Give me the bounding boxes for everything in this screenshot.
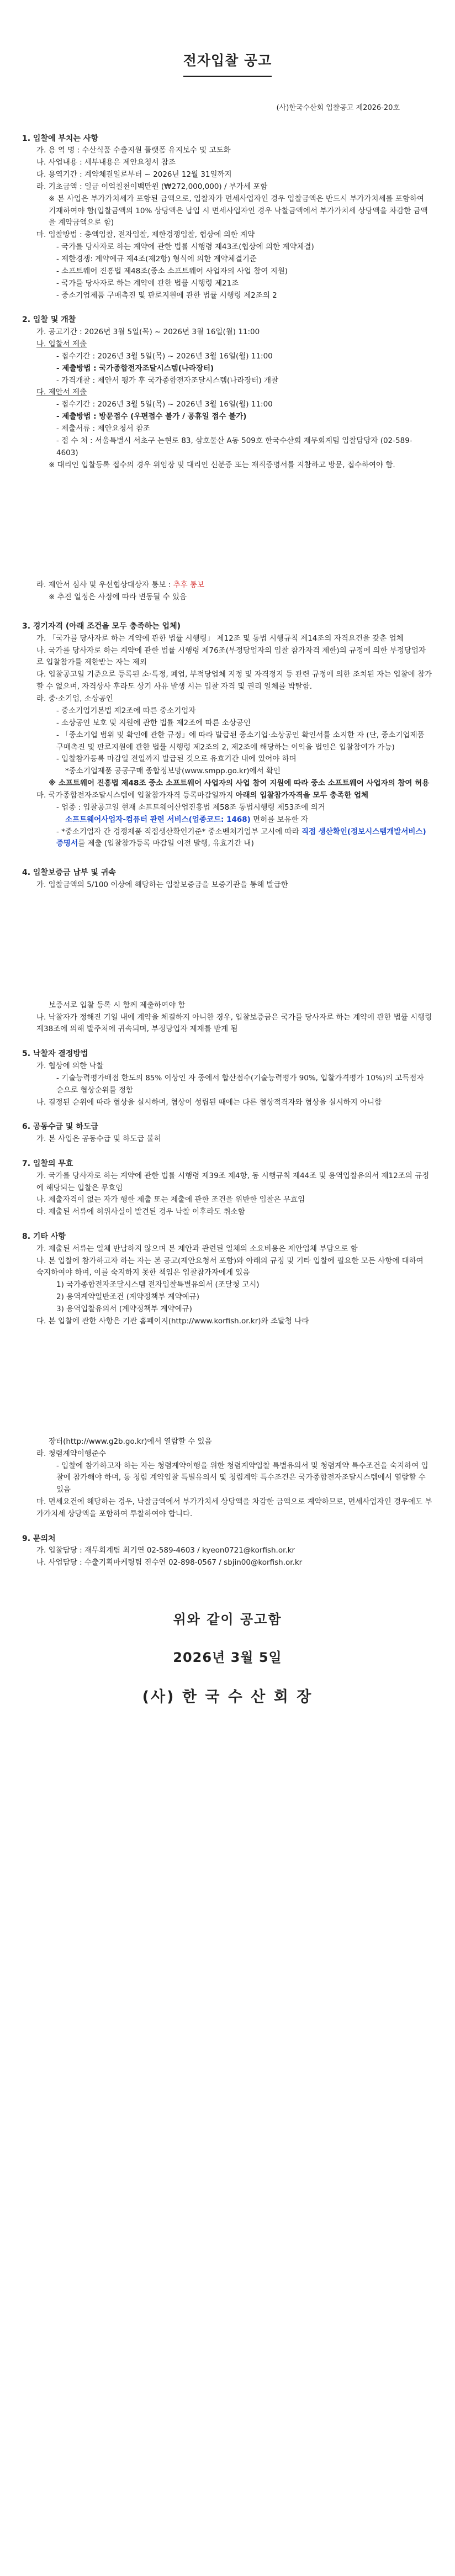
law-item: - 제한경쟁: 계약예규 제4조(제2항) 형식에 의한 계약체결기준	[56, 254, 257, 263]
section-heading: 6. 공동수급 및 하도급	[22, 1122, 98, 1132]
bid-item: - 제출방법 : 국가종합전자조달시스템(나라장터)	[56, 363, 214, 373]
section-bid-deposit	[22, 867, 433, 1036]
misc-item: 다. 본 입찰에 관한 사항은 기관 홈페이지(http://www.korfish.or.kr)와 조달청 나라	[36, 1316, 309, 1326]
section-award-method	[22, 1048, 433, 1108]
evaluation-notice	[22, 579, 433, 592]
invalid-item: 다. 제출된 서류에 허위사실이 발견된 경우 낙찰 이후라도 취소함	[36, 1207, 245, 1217]
section-bid-opening	[22, 314, 433, 604]
section-heading: 4. 입찰보증금 납부 및 귀속	[22, 868, 116, 878]
section-heading: 7. 입찰의 무효	[22, 1159, 73, 1168]
sme-item: - 소상공인 보호 및 지원에 관한 법률 제2조에 따른 소상공인	[56, 718, 251, 727]
section-bid-invalid	[22, 1158, 433, 1218]
section-heading: 1. 입찰에 부치는 사항	[22, 134, 98, 143]
qualification-item: 다. 입찰공고일 기준으로 등록된 소·특정, 폐업, 부적당업체 지정 및 자격정지 등 관련 규정에 의한 조치된 자는 입찰에 참가할 수 없으며, 자격상사 후라도 상기 사유 발생 시는 입찰 자격 및 권리 일체를 박탈함.	[36, 670, 432, 691]
joint-item: 가. 본 사업은 공동수급 및 하도급 불허	[36, 1134, 161, 1144]
section-heading: 3. 경기자격 (아래 조건을 모두 충족하는 업체)	[22, 622, 181, 631]
section-heading: 8. 기타 사항	[22, 1232, 66, 1242]
misc-item-cont: 장터(http://www.g2b.go.kr)에서 열람할 수 있음	[49, 1437, 212, 1446]
issuer-signature: (사) 한 국 수 산 회 장	[142, 1688, 313, 1706]
closing-block	[22, 1609, 433, 1709]
section-qualifications	[22, 620, 433, 850]
cert-name: 직접 생산확인(정보시스템개발서비스) 증명서	[56, 827, 426, 848]
industry-requirement: - 업종 : 입찰공고일 현재 소프트웨어산업진흥법 제58조 동법시행령 제53조에 의거	[56, 803, 325, 812]
notice-period: 가. 공고기간 : 2026년 3월 5일(목) ~ 2026년 3월 16일(월) 11:00	[36, 328, 260, 337]
production-cert-requirement	[22, 826, 433, 851]
award-subitem: - 기술능력평가배점 한도의 85% 이상인 자 중에서 합산점수(기술능력평가 90%, 입찰가격평가 10%)의 고득점자 순으로 협상순위를 정함	[56, 1073, 424, 1095]
integrity-heading: 라. 청렴계약이행준수	[36, 1449, 106, 1458]
document-title: 전자입찰 공고	[183, 50, 272, 77]
section-contact	[22, 1533, 433, 1569]
announcement-number: (사)한국수산회 입찰공고 제2026-20호	[276, 103, 400, 112]
title-block	[22, 0, 433, 77]
base-price: 라. 기초금액 : 일금 이억칠천이백만원 (₩272,000,000) / 부가세 포함	[36, 182, 268, 191]
contact-bid: 가. 입찰담당 : 재무회계팀 최기연 02-589-4603 / kyeon0721@korfish.or.kr	[36, 1546, 295, 1555]
section-bid-items	[22, 133, 433, 302]
registration-lead: 마. 국가종합전자조달시스템에 입찰참가자격 등록마감일까지	[36, 790, 236, 800]
deposit-item-cont: 보증서로 입찰 등록 시 함께 제출하여야 함	[49, 1000, 186, 1010]
closing-statement: 위와 같이 공고함	[173, 1612, 282, 1628]
award-item: 가. 협상에 의한 낙찰	[36, 1062, 104, 1071]
proxy-note: ※ 대리인 입찰등록 접수의 경우 위임장 및 대리인 신분증 또는 재직증명서를 지참하고 방문, 접수하여야 함.	[49, 460, 395, 469]
license-tail: 면허를 보유한 자	[250, 815, 309, 824]
law-item: - 국가를 당사자로 하는 계약에 관한 법률 시행령 제21조	[56, 278, 239, 288]
qualification-item: 가. 「국가를 당사자로 하는 계약에 관한 법률 시행령」 제12조 및 동법 시행규칙 제14조의 자격요건을 갖춘 업체	[36, 634, 404, 643]
sme-heading: 라. 중·소기업, 소상공인	[36, 694, 113, 704]
misc-item: 나. 본 입찰에 참가하고자 하는 자는 본 공고(제안요청서 포함)와 아래의 규정 및 기타 입찰에 필요한 모든 사항에 대하여 숙지하여야 하며, 이를 숙지하지 못한 책임은 입찰참가자에게 있음	[36, 1256, 424, 1278]
sme-item: - 「중소기업 범위 및 확인에 관한 규정」에 따라 발급된 중소기업·소상공인 확인서를 소지한 자 (단, 중소기업제품 구매촉진 및 판로지원에 관한 법률 시행령 제2조의 2, 제2조에 해당하는 이익을 법인은 입찰참여가 가능)	[56, 730, 425, 752]
law-item: - 중소기업제품 구매촉진 및 판로지원에 관한 법률 시행령 제2조의 2	[56, 291, 277, 300]
license-requirement	[22, 814, 433, 826]
bid-item: - 접수기간 : 2026년 3월 5일(목) ~ 2026년 3월 16일(월) 11:00	[56, 351, 273, 361]
service-period: 다. 용역기간 : 계약체결일로부터 ~ 2026년 12월 31일까지	[36, 170, 232, 179]
sme-item: - 중소기업기본법 제2조에 따른 중소기업자	[56, 706, 196, 715]
vat-note: ※ 본 사업은 부가가치세가 포함된 금액으로, 입찰자가 면세사업자인 경우 입찰금액은 반드시 부가가치세를 포함하여 기재하여야 함(입찰금액의 10% 상당액은 납입 시 면세사업자인 경우 낙찰금액에서 부가가치세 상당액을 차감한 금액을 계약금액으로 함)	[49, 194, 428, 228]
registration-bold: 아래의 입찰참가자격을 모두 충족한 업체	[235, 790, 369, 800]
sme-item: *중소기업제품 공공구매 종합정보망(www.smpp.go.kr)에서 확인	[65, 767, 281, 776]
closing-date: 2026년 3월 5일	[173, 1650, 282, 1666]
invalid-item: 가. 국가를 당사자로 하는 계약에 관한 법률 시행령 제39조 제4항, 동 시행규칙 제44조 및 용역입찰유의서 제12조의 규정에 해당되는 입찰은 무효임	[36, 1171, 430, 1192]
bid-submission-heading: 나. 입찰서 제출	[36, 339, 87, 349]
evaluation-label: 라. 제안서 심사 및 우선협상대상자 통보 :	[36, 580, 173, 590]
registration-requirement	[22, 790, 433, 802]
misc-item: 가. 제출된 서류는 일체 반납하지 않으며 본 제안과 관련된 일체의 소요비용은 제안업체 부담으로 함	[36, 1244, 358, 1253]
section-heading: 9. 문의처	[22, 1534, 56, 1543]
evaluation-status: 추후 통보	[173, 580, 205, 590]
section-misc	[22, 1231, 433, 1521]
proposal-item: - 접수기간 : 2026년 3월 5일(목) ~ 2026년 3월 16일(월) 11:00	[56, 400, 273, 409]
bid-item: - 가격개찰 : 제안서 평가 후 국가종합전자조달시스템(나라장터) 개찰	[56, 376, 279, 385]
qualification-item: 나. 국가를 당사자로 하는 계약에 관한 법률 시행령 제76조(부정당업자의 입찰 참가자격 제한)의 규정에 의한 부정당업자로 입찰참가를 제한받는 자는 제외	[36, 646, 426, 667]
proposal-item: - 제출서류 : 제안요청서 참조	[56, 424, 151, 433]
proposal-item: - 제출방법 : 방문접수 (우편접수 불가 / 공휴일 접수 불가)	[56, 412, 247, 421]
bid-method: 마. 입찰방법 : 총액입찰, 전자입찰, 제한경쟁입찰, 협상에 의한 계약	[36, 230, 255, 240]
service-name: 가. 용 역 명 : 수산식품 수출지원 플랫폼 유지보수 및 고도화	[36, 146, 231, 155]
section-joint-subcontract	[22, 1121, 433, 1146]
regulation-item: 3) 용역입찰유의서 (계약정책부 계약예규)	[56, 1305, 192, 1314]
cert-tail: 를 제출 (입찰참가등록 마감일 이전 발행, 유효기간 내)	[78, 839, 254, 848]
license-code: 소프트웨어사업자-컴퓨터 관련 서비스(업종코드: 1468)	[65, 815, 251, 824]
proposal-submission-heading: 다. 제안서 제출	[36, 388, 87, 397]
invalid-item: 나. 제출자격이 없는 자가 행한 제출 또는 제출에 관한 조건을 위반한 입찰은 무효임	[36, 1195, 305, 1205]
misc-item: 마. 면세요건에 해당하는 경우, 낙찰금액에서 부가가치세 상당액을 차감한 금액으로 계약하므로, 면세사업자인 경우에도 부가가치세 상당액을 포함하여 투찰하여야 합니다.	[36, 1497, 432, 1518]
law-item: - 소프트웨어 진흥법 제48조(중소 소프트웨어 사업자의 사업 참여 지원)	[56, 266, 288, 276]
sme-item: - 입찰참가등록 마감일 전일까지 발급된 것으로 유효기간 내에 있어야 하며	[56, 754, 297, 764]
deposit-item: 가. 입찰금액의 5/100 이상에 해당하는 입찰보증금을 보증기관을 통해 발급한	[36, 880, 288, 889]
integrity-item: - 입찰에 참가하고자 하는 자는 청렴계약이행을 위한 청렴계약입찰 특별유의서 및 청렴계약 특수조건을 숙지하여 입찰에 참가해야 하며, 동 청렴 계약입찰 특별유의서 및 청렴계약 특수조건은 국가종합전자조달시스템에서 열람할 수 있음	[56, 1461, 428, 1495]
sw-sme-note: ※ 소프트웨어 진흥법 제48조 중소 소프트웨어 사업자의 사업 참여 지원에 따라 중소 소프트웨어 사업자의 참여 허용	[49, 779, 430, 788]
project-content: 나. 사업내용 : 세부내용은 제안요청서 참조	[36, 158, 176, 167]
deposit-item: 나. 낙찰자가 정해진 기일 내에 계약을 체결하지 아니한 경우, 입찰보증금은 국가를 당사자로 하는 계약에 관한 법률 시행령 제38조에 의해 발주처에 귀속되며, 부정당업자 제재를 받게 됨	[36, 1012, 432, 1034]
section-heading: 2. 입찰 및 개찰	[22, 315, 76, 325]
regulation-item: 1) 국가종합전자조달시스템 전자입찰특별유의서 (조달청 고시)	[56, 1280, 260, 1290]
regulation-item: 2) 용역계약일반조건 (계약정책부 계약예규)	[56, 1292, 199, 1302]
contact-project: 나. 사업담당 : 수출기획마케팅팀 진수연 02-898-0567 / sbjin00@korfish.or.kr	[36, 1558, 303, 1567]
schedule-note: ※ 추진 일정은 사정에 따라 변동될 수 있음	[49, 593, 187, 602]
award-item: 나. 결정된 순위에 따라 협상을 실시하며, 협상이 성립된 때에는 다른 협상적격자와 협상을 실시하지 아니함	[36, 1097, 382, 1107]
law-item: - 국가를 당사자로 하는 계약에 관한 법률 시행령 제43조(협상에 의한 계약체결)	[56, 242, 314, 252]
section-heading: 5. 낙찰자 결정방법	[22, 1049, 88, 1059]
submission-address: - 접 수 처 : 서울특별시 서초구 논현로 83, 삼호물산 A동 509호 한국수산회 재무회계팀 입찰담당자 (02-589-4603)	[56, 436, 412, 457]
cert-lead: - *중소기업자 간 경쟁제품 직접생산확인기준* 중소벤처기업부 고시에 따라	[56, 827, 301, 836]
